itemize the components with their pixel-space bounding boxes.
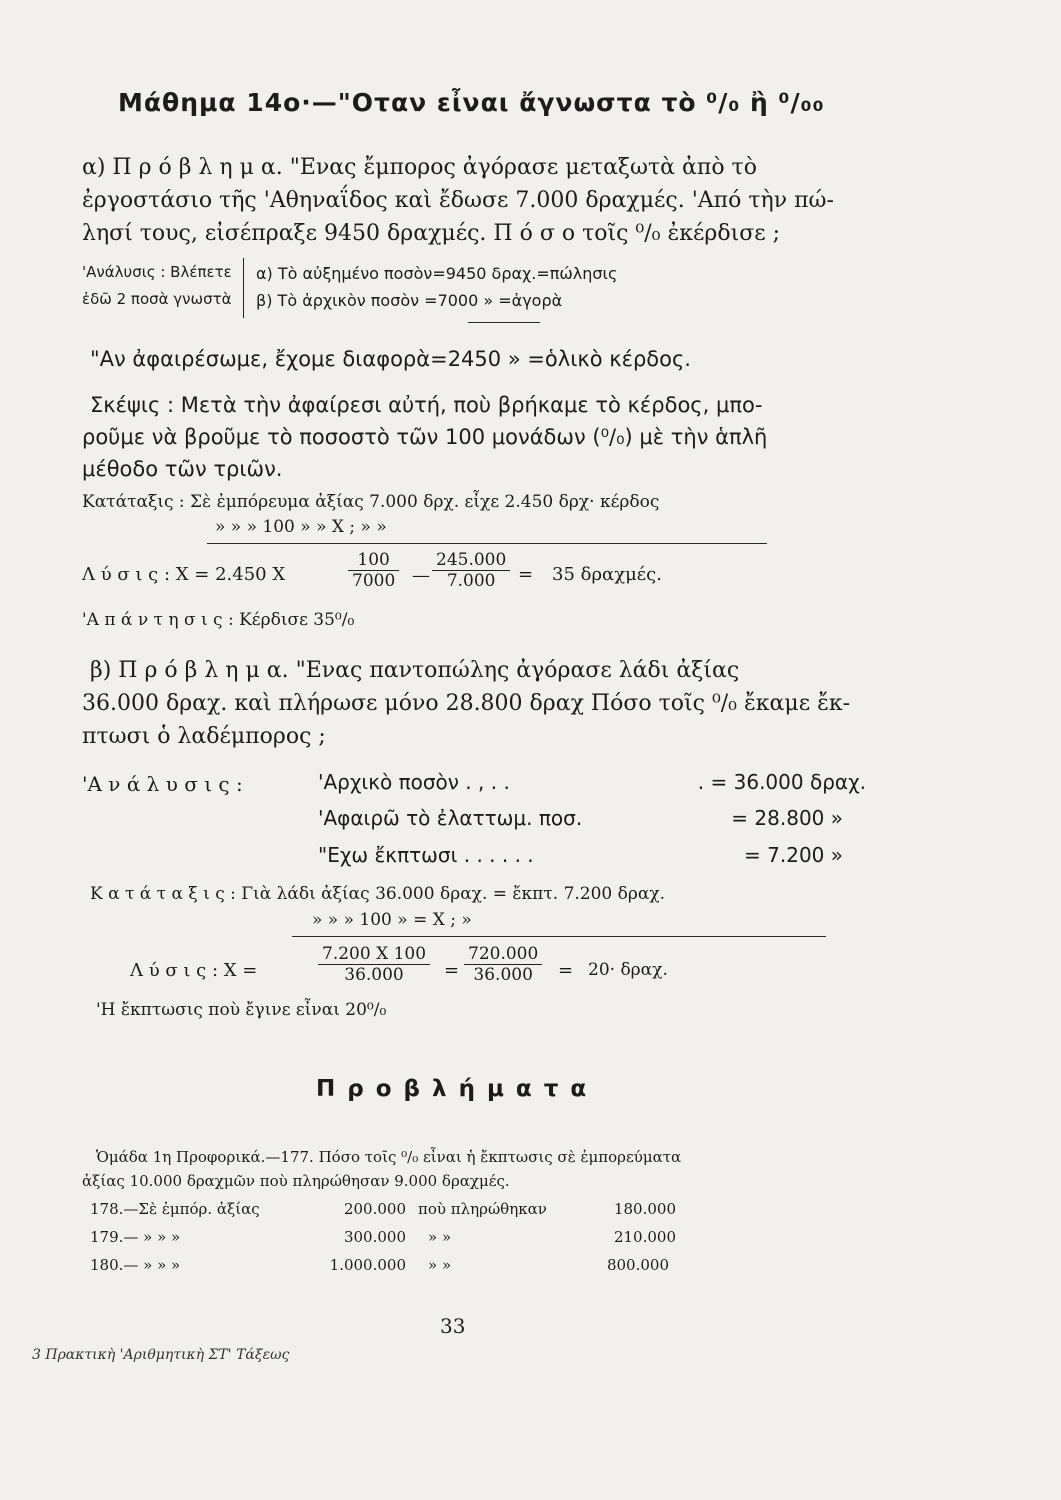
exercise-178-paid-label: ποὺ πληρώθηκαν <box>418 1200 547 1218</box>
exercise-180-value: 1.000.000 <box>329 1256 406 1274</box>
arrangement-b-2: » » » 100 » = Χ ; » <box>312 910 472 930</box>
problem-a-line-2: ἐργοστάσιο τῆς 'Αθηναΐδος καὶ ἔδωσε 7.000 δραχμές. 'Από τὴν πώ- <box>82 188 834 213</box>
analysis-b-row-2-label: 'Αφαιρῶ τὸ ἐλαττωμ. ποσ. <box>318 806 583 830</box>
analysis-b-row-1-value: . = 36.000 δραχ. <box>697 770 866 794</box>
equals-sign: = <box>444 960 460 981</box>
thinking-line-2: ροῦμε νὰ βροῦμε τὸ ποσοστὸ τῶν 100 μονάδων (⁰/₀) μὲ τὴν ἁπλῆ <box>82 425 768 449</box>
answer-b: 'Η ἔκπτωσις ποὺ ἔγινε εἶναι 20⁰/₀ <box>96 1000 387 1020</box>
arrangement-a-2: » » » 100 » » Χ ; » » <box>215 517 387 537</box>
solution-a-fraction-1-num: 100 <box>357 550 390 570</box>
analysis-line-2: β) Τὸ ἀρχικὸν ποσὸν =7000 » =ἀγορὰ <box>256 291 563 310</box>
solution-b-fraction-2-num: 720.000 <box>468 944 539 964</box>
page-number: 33 <box>440 1314 466 1338</box>
arrangement-a-rule <box>207 543 767 544</box>
exercise-178-paid: 180.000 <box>613 1200 676 1218</box>
solution-b-fraction-1-den: 36.000 <box>318 964 430 985</box>
analysis-b-row-3-label: "Εχω ἔκπτωσι . . . . . . <box>318 843 534 867</box>
exercise-177-line-1: Ὁμάδα 1η Προφορικά.—177. Πόσο τοῖς ⁰/₀ εἶναι ἡ ἔκπτωσις σὲ ἐμπορεύματα <box>96 1148 682 1166</box>
analysis-label-1: 'Ανάλυσις : Βλέπετε <box>82 263 232 281</box>
exercise-180-paid: 800.000 <box>606 1256 669 1274</box>
solution-a-fraction-2-den: 7.000 <box>432 570 510 591</box>
solution-b-result: 20· δραχ. <box>588 960 668 980</box>
solution-b-label: Λ ύ σ ι ς : Χ = <box>130 960 258 981</box>
solution-a-fraction-1 <box>348 550 399 591</box>
answer-a: 'Α π ά ν τ η σ ι ς : Κέρδισε 35⁰/₀ <box>82 610 355 630</box>
solution-a-result: 35 δραχμές. <box>552 564 662 585</box>
solution-b-fraction-1 <box>318 944 430 985</box>
exercise-180-paid-label: » » <box>428 1256 452 1274</box>
arrangement-b-rule <box>292 936 826 937</box>
solution-a-fraction-2 <box>432 550 510 591</box>
solution-a-fraction-2-num: 245.000 <box>436 550 507 570</box>
problem-b-line-2: 36.000 δραχ. καὶ πλήρωσε μόνο 28.800 δραχ Πόσο τοῖς ⁰/₀ ἔκαμε ἔκ- <box>82 691 851 716</box>
solution-b-fraction-1-num: 7.200 Χ 100 <box>322 944 427 964</box>
solution-b-fraction-2 <box>464 944 542 985</box>
footer-note: 3 Πρακτικὴ 'Αριθμητικὴ ΣΤ' Τάξεως <box>32 1347 290 1363</box>
analysis-b-row-2-value: = 28.800 » <box>731 806 843 830</box>
exercise-178-label: 178.—Σὲ ἐμπόρ. ἀξίας <box>90 1200 260 1218</box>
problem-a-line-3: λησί τους, εἰσέπραξε 9450 δραχμές. Π ό σ ο τοῖς ⁰/₀ ἐκέρδισε ; <box>82 221 781 246</box>
solution-b-fraction-2-den: 36.000 <box>464 964 542 985</box>
solution-a-fraction-1-den: 7000 <box>348 570 399 591</box>
exercise-177-line-2: ἀξίας 10.000 δραχμῶν ποὺ πληρώθησαν 9.000 δραχμές. <box>82 1172 510 1190</box>
arrangement-a-1: Κατάταξις : Σὲ ἐμπόρευμα ἀξίας 7.000 δρχ. εἶχε 2.450 δρχ· κέρδος <box>82 492 660 512</box>
exercise-179-paid-label: » » <box>428 1228 452 1246</box>
exercise-179-paid: 210.000 <box>613 1228 676 1246</box>
problem-b-line-3: πτωσι ὁ λαδέμπορος ; <box>82 724 326 749</box>
solution-a-label: Λ ύ σ ι ς : Χ = 2.450 Χ <box>82 564 286 585</box>
exercise-178-value: 200.000 <box>343 1200 406 1218</box>
analysis-divider <box>243 258 244 318</box>
analysis-b-row-3-value: = 7.200 » <box>744 843 843 867</box>
equals-sign: = <box>518 564 534 585</box>
minus-sign: — <box>412 565 430 586</box>
page-title: Μάθημα 14ο·—"Οταν εἶναι ἄγνωστα τὸ ⁰/₀ ἢ ⁰/₀₀ <box>118 88 825 117</box>
difference-line: "Αν ἀφαιρέσωμε, ἔχομε διαφορὰ=2450 » =ὁλικὸ κέρδος. <box>90 347 691 371</box>
subtraction-rule <box>468 322 540 323</box>
analysis-label-2: ἐδῶ 2 ποσὰ γνωστὰ <box>82 290 232 308</box>
arrangement-b-1: Κ α τ ά τ α ξ ι ς : Γιὰ λάδι ἀξίας 36.000 δραχ. = ἔκπτ. 7.200 δραχ. <box>90 884 666 904</box>
exercise-179-value: 300.000 <box>343 1228 406 1246</box>
thinking-line-3: μέθοδο τῶν τριῶν. <box>82 457 283 481</box>
analysis-line-1: α) Τὸ αὐξημένο ποσὸν=9450 δραχ.=πώλησις <box>256 264 618 283</box>
analysis-b-label: 'Α ν ά λ υ σ ι ς : <box>82 772 243 796</box>
analysis-b-row-1-label: 'Αρχικὸ ποσὸν . , . . <box>318 770 510 794</box>
exercise-179-label: 179.— » » » <box>90 1228 181 1246</box>
thinking-line-1: Σκέψις : Μετὰ τὴν ἀφαίρεσι αὐτή, ποὺ βρήκαμε τὸ κέρδος, μπο- <box>90 393 763 417</box>
problem-b-line-1: β) Π ρ ό β λ η μ α. "Ενας παντοπώλης ἀγόρασε λάδι ἀξίας <box>90 658 740 683</box>
problems-heading: Π ρ ο β λ ή μ α τ α <box>316 1076 589 1102</box>
exercise-180-label: 180.— » » » <box>90 1256 181 1274</box>
equals-sign: = <box>558 960 574 981</box>
problem-a-line-1: α) Π ρ ό β λ η μ α. "Ενας ἔμπορος ἀγόρασε μεταξωτὰ ἀπὸ τὸ <box>82 155 757 180</box>
